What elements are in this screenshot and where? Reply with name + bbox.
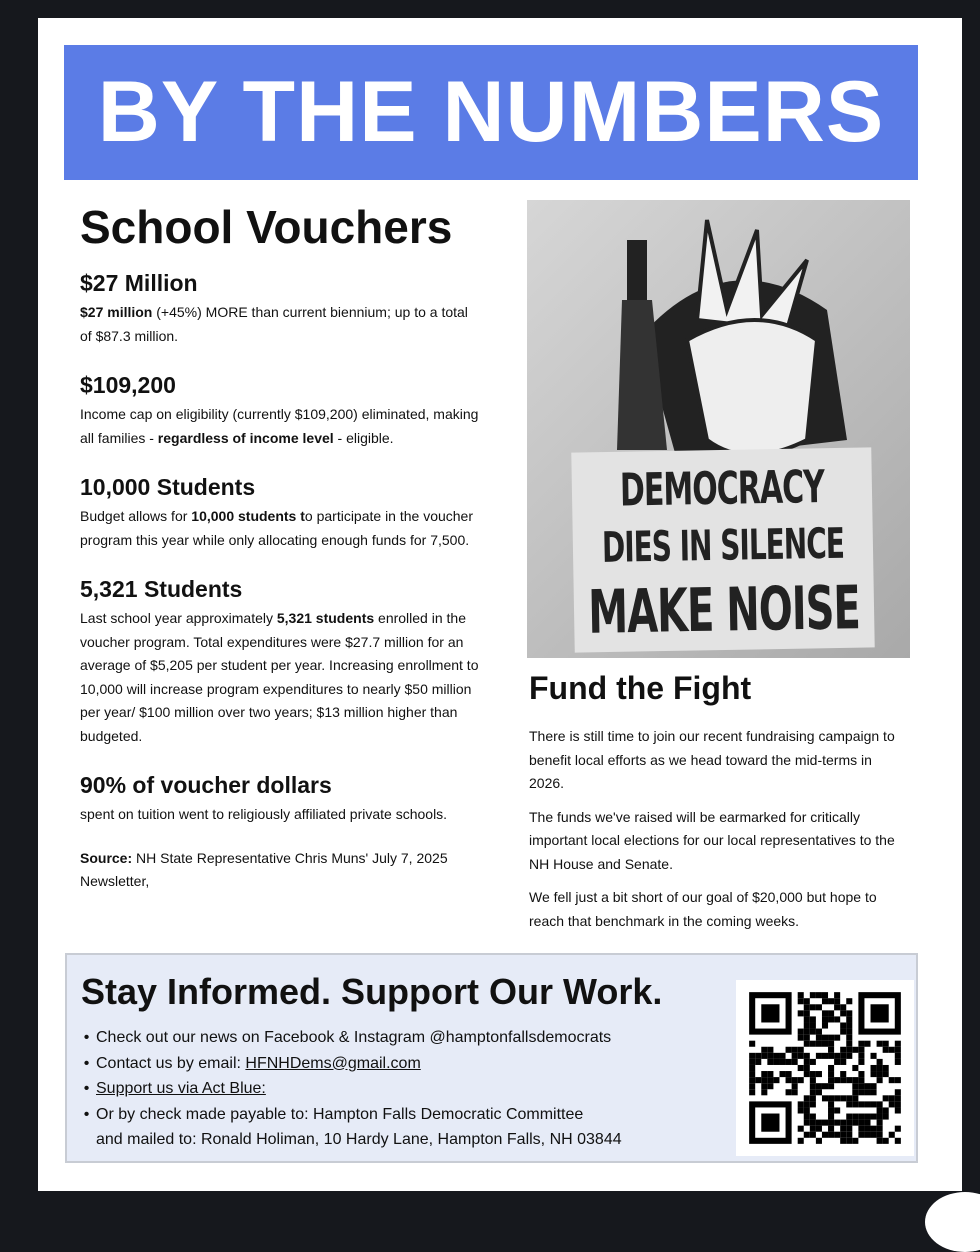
fact-body: (+45%) MORE than current biennium; up to a total of $87.3 million. — [80, 304, 468, 344]
fact-body: enrolled in the voucher program. Total expenditures were $27.7 million for an average of $5,205 per student per year. Increasing enrollment to 10,000 will increase program expenditures to nearly $50 million per year/ $100 million over two years; $13 million higher than budgeted. — [80, 610, 479, 744]
corner-button[interactable] — [925, 1192, 980, 1252]
fact-body: Budget allows for — [80, 508, 192, 524]
poster-sign — [571, 447, 874, 652]
fact-text: spent on tuition went to religiously affiliated private schools. — [80, 806, 448, 822]
fact-section — [80, 772, 480, 827]
support-box — [65, 953, 918, 1163]
fact-bold: 10,000 students t — [191, 508, 305, 524]
fact-section — [80, 576, 480, 748]
fact-heading: $109,200 — [80, 372, 176, 398]
fact-heading: 90% of voucher dollars — [80, 772, 332, 798]
fact-text — [80, 505, 480, 552]
fact-section — [80, 270, 480, 348]
fact-text — [80, 403, 480, 450]
source-label: Source: — [80, 849, 133, 866]
fund-paragraph: We fell just a bit short of our goal of $20,000 but hope to reach that benchmark in the coming weeks. — [529, 889, 877, 929]
fact-bold: $27 million — [80, 304, 153, 320]
social-item[interactable]: • Check out our news on Facebook & Instagram @hamptonfallsdemocrats — [77, 1025, 622, 1051]
fund-paragraph: There is still time to join our recent fundraising campaign to benefit local efforts as we head toward the mid-terms in 2026. — [529, 728, 895, 791]
banner-title: BY THE NUMBERS — [64, 45, 918, 180]
fact-body: Last school year approximately — [80, 610, 277, 626]
support-list — [77, 1025, 622, 1153]
fact-body: o participate in the voucher program this year while only allocating enough funds for 7,500. — [80, 508, 474, 548]
email-link[interactable]: HFNHDems@gmail.com — [245, 1054, 421, 1072]
actblue-link[interactable]: • Support us via Act Blue: — [77, 1076, 622, 1102]
email-item — [77, 1051, 622, 1077]
source-note — [80, 847, 480, 894]
qr-code-pattern — [736, 980, 914, 1156]
page-title: School Vouchers — [80, 201, 453, 253]
flyer-page — [38, 18, 962, 1191]
support-title: Stay Informed. Support Our Work. — [81, 971, 663, 1012]
check-item: • Or by check made payable to: Hampton Falls Democratic Committee — [77, 1102, 622, 1128]
email-label: Contact us by email: — [96, 1054, 246, 1072]
fact-bold: 5,321 students — [276, 610, 375, 626]
fund-paragraph: The funds we've raised will be earmarked for critically important local elections for our local representatives to the NH House and Senate. — [529, 808, 895, 872]
fact-heading: 10,000 Students — [80, 474, 256, 500]
fact-bold: regardless of income level — [157, 429, 334, 446]
mail-address: and mailed to: Ronald Holiman, 10 Hardy Lane, Hampton Falls, NH 03844 — [96, 1131, 622, 1148]
statue-of-liberty-poster-image — [527, 200, 910, 658]
fund-section — [529, 670, 899, 943]
source-text: NH State Representative Chris Muns' July 7, 2025 Newsletter, — [80, 849, 448, 889]
fund-title: Fund the Fight — [529, 670, 752, 706]
fact-section — [80, 474, 480, 552]
poster-line: DEMOCRACY — [619, 461, 825, 518]
fact-section — [80, 372, 480, 450]
fact-body: - eligible. — [333, 429, 394, 446]
fact-heading: $27 Million — [80, 270, 198, 296]
poster-line: MAKE NOISE — [587, 574, 861, 648]
facts-column — [80, 270, 480, 894]
qr-code[interactable] — [736, 980, 914, 1156]
fact-text — [80, 607, 480, 748]
fact-heading: 5,321 Students — [80, 576, 243, 602]
fact-text — [80, 301, 480, 348]
poster-line: DIES IN SILENCE — [601, 518, 845, 573]
fact-body: Income cap on eligibility (currently $109,200) eliminated, making all families - — [80, 406, 479, 446]
